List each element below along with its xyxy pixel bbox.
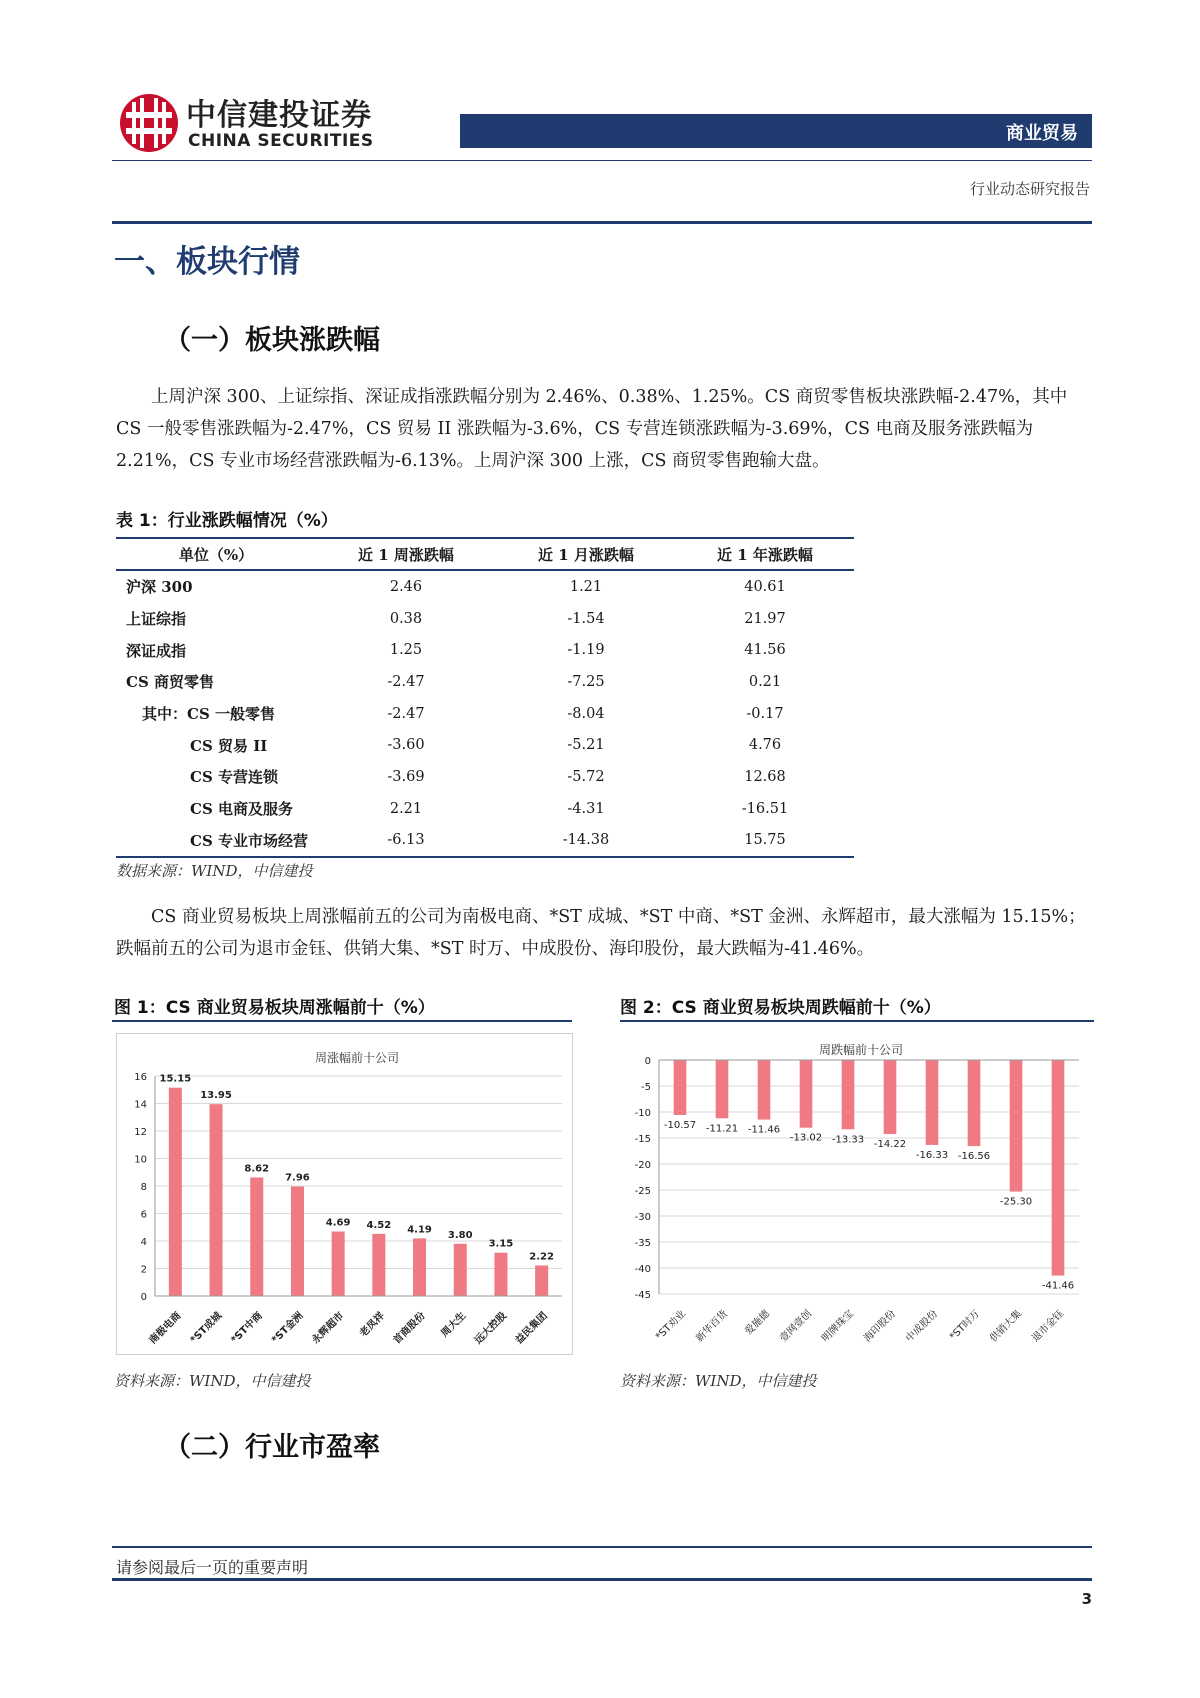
bar	[210, 1104, 223, 1296]
category-label: 益民集团	[513, 1310, 550, 1347]
table-row	[116, 825, 854, 858]
footer-rule-bottom	[112, 1578, 1092, 1581]
figure2-source: 资料来源：WIND，中信建投	[620, 1372, 817, 1390]
cell-week: -3.69	[387, 768, 425, 785]
category-label: 新华百货	[694, 1308, 731, 1345]
table-header: 近 1 周涨跌幅	[316, 538, 496, 570]
chart-title: 周涨幅前十公司	[314, 1051, 400, 1065]
data-label: -25.30	[999, 1196, 1033, 1208]
category-label: 供销大集	[988, 1308, 1025, 1345]
data-label: -11.21	[705, 1123, 739, 1135]
cell-year: 41.56	[744, 642, 786, 659]
y-tick-label: 14	[134, 1099, 147, 1111]
bar	[413, 1238, 426, 1296]
bar	[1052, 1060, 1065, 1276]
table-title: 表 1：行业涨跌幅情况（%）	[116, 511, 338, 531]
bar	[494, 1253, 507, 1296]
figure1-source: 资料来源：WIND，中信建投	[114, 1372, 311, 1390]
cell-month: -7.25	[567, 673, 605, 690]
category-label: 中成股份	[904, 1308, 941, 1345]
section-title: 一、板块行情	[114, 244, 300, 280]
row-label: CS 商贸零售	[126, 673, 214, 692]
figure2-caption: 图 2：CS 商业贸易板块周跌幅前十（%）	[620, 998, 941, 1018]
cell-week: -3.60	[387, 737, 425, 754]
cell-month: -4.31	[567, 800, 605, 817]
cell-month: 1.21	[569, 578, 603, 595]
data-label: -16.33	[915, 1149, 949, 1161]
y-tick-label: 8	[140, 1182, 147, 1193]
table-header: 近 1 年涨跌幅	[676, 538, 854, 570]
data-label: -10.57	[663, 1119, 697, 1131]
table-row	[116, 793, 854, 825]
figure1-rule	[112, 1020, 572, 1022]
bar	[884, 1060, 897, 1134]
y-tick-label: -10	[634, 1108, 651, 1119]
category-label: *ST金洲	[270, 1310, 306, 1346]
category-label: 老凤祥	[357, 1310, 387, 1340]
category-label: 退市金钰	[1030, 1308, 1067, 1345]
cell-year: 40.61	[744, 578, 786, 595]
row-label: 沪深 300	[126, 578, 193, 597]
sector-label: 商业贸易	[1006, 123, 1078, 144]
table-row	[116, 634, 854, 666]
table-row	[116, 729, 854, 761]
data-label: 13.95	[200, 1090, 232, 1102]
y-tick-label: 2	[140, 1264, 147, 1276]
bar	[800, 1060, 813, 1128]
data-label: 4.69	[325, 1217, 351, 1229]
subsection-title-2: （二）行业市盈率	[164, 1432, 380, 1463]
data-label: -16.56	[957, 1151, 991, 1163]
bar	[842, 1060, 855, 1129]
figure1-caption: 图 1：CS 商业贸易板块周涨幅前十（%）	[114, 998, 435, 1018]
table-row	[116, 761, 854, 793]
category-label: 永辉超市	[310, 1310, 347, 1347]
row-label: CS 专营连锁	[190, 768, 278, 787]
bar	[758, 1060, 771, 1120]
data-label: 3.15	[488, 1238, 514, 1250]
bar	[1010, 1060, 1023, 1192]
category-label: *ST中商	[229, 1310, 265, 1346]
gainers-chart-svg	[117, 1034, 572, 1354]
footer-rule-top	[112, 1546, 1092, 1548]
row-label: CS 电商及服务	[190, 800, 293, 819]
y-tick-label: 16	[134, 1072, 147, 1083]
category-label: *ST劝业	[653, 1308, 689, 1343]
bar	[372, 1234, 385, 1296]
bar	[716, 1060, 729, 1118]
cell-month: -5.21	[567, 737, 605, 754]
cell-year: 4.76	[748, 737, 782, 754]
row-label: CS 贸易 II	[190, 736, 268, 755]
cell-year: 12.68	[744, 768, 786, 785]
cell-year: 15.75	[676, 825, 854, 858]
cell-year: 21.97	[744, 610, 786, 627]
table-header: 近 1 月涨跌幅	[496, 538, 676, 570]
y-tick-label: -45	[634, 1290, 651, 1301]
bar	[169, 1088, 182, 1296]
y-tick-label: -15	[634, 1134, 651, 1145]
cell-year: 0.21	[748, 673, 782, 690]
cell-month: -14.38	[496, 825, 676, 858]
table-row	[116, 666, 854, 698]
bar	[535, 1265, 548, 1296]
row-label: 深证成指	[126, 641, 187, 660]
figure1-chart	[116, 1033, 573, 1355]
category-label: 壹网壹创	[778, 1308, 815, 1345]
cell-month: -8.04	[567, 705, 605, 722]
header-rule	[112, 160, 1092, 161]
category-label: 爱施德	[743, 1308, 773, 1338]
logo-text-cn: 中信建投证券	[186, 98, 372, 133]
cell-year: -0.17	[746, 705, 784, 722]
row-label: CS 专业市场经营	[116, 825, 316, 858]
y-tick-label: -30	[634, 1212, 651, 1223]
cell-month: -5.72	[567, 768, 605, 785]
data-label: -14.22	[873, 1138, 907, 1150]
category-label: 明牌珠宝	[820, 1308, 857, 1345]
cell-week: 2.21	[389, 800, 423, 817]
table-row	[116, 698, 854, 730]
category-label: *ST时万	[947, 1308, 983, 1343]
y-tick-label: -25	[634, 1186, 651, 1197]
cell-week: 2.46	[389, 578, 423, 595]
bar	[250, 1177, 263, 1296]
cell-week: 1.25	[389, 642, 423, 659]
y-tick-label: 4	[140, 1237, 147, 1248]
table-header: 单位（%）	[116, 538, 316, 570]
y-tick-label: 12	[134, 1127, 147, 1138]
data-label: 3.80	[447, 1229, 473, 1241]
figure2-rule	[620, 1020, 1094, 1022]
row-label: 其中：CS 一般零售	[142, 705, 275, 724]
data-label: 15.15	[159, 1073, 192, 1085]
paragraph-top-movers: CS 商业贸易板块上周涨幅前五的公司为南极电商、*ST 成城、*ST 中商、*ST 金洲、永辉超市，最大涨幅为 15.15%；跌幅前五的公司为退市金钰、供销大集、*ST 时万、中成股份、海印股份，最大跌幅为-41.46%。	[116, 907, 1086, 959]
sector-banner	[460, 114, 1092, 148]
bar	[968, 1060, 981, 1146]
section-rule	[112, 221, 1092, 224]
logo-text-en: CHINA SECURITIES	[188, 131, 374, 151]
y-tick-label: 0	[140, 1292, 147, 1303]
paragraph-market-overview: 上周沪深 300、上证综指、深证成指涨跌幅分别为 2.46%、0.38%、1.25%。CS 商贸零售板块涨跌幅-2.47%，其中 CS 一般零售涨跌幅为-2.47%，CS 贸易 II 涨跌幅为-3.6%，CS 专营连锁涨跌幅为-3.69%，CS 电商及服务涨跌幅为 2.21%，CS 专业市场经营涨跌幅为-6.13%。上周沪深 300 上涨，CS 商贸零售跑输大盘。	[116, 387, 1068, 471]
category-label: *ST成城	[188, 1310, 225, 1346]
data-label: -13.02	[789, 1132, 823, 1144]
figure2-chart	[620, 1033, 1095, 1355]
data-label: 4.52	[366, 1219, 392, 1231]
category-label: 首商股份	[391, 1310, 428, 1347]
bar	[926, 1060, 939, 1145]
bar	[332, 1232, 345, 1296]
data-label: -41.46	[1041, 1280, 1075, 1292]
footer-disclaimer: 请参阅最后一页的重要声明	[116, 1558, 309, 1577]
cell-month: -1.19	[567, 642, 605, 659]
cell-month: -1.54	[567, 610, 605, 627]
cell-week: -2.47	[387, 673, 425, 690]
data-label: 4.19	[407, 1224, 432, 1236]
cell-week: -2.47	[387, 705, 425, 722]
bar	[674, 1060, 687, 1115]
losers-chart-svg	[621, 1034, 1094, 1354]
report-type: 行业动态研究报告	[969, 180, 1090, 198]
company-logo	[118, 92, 180, 154]
cell-year: -16.51	[741, 800, 789, 817]
cell-week: -6.13	[316, 825, 496, 858]
industry-change-table	[116, 537, 854, 858]
subsection-title-1: （一）板块涨跌幅	[164, 325, 380, 356]
data-label: 8.62	[244, 1163, 270, 1175]
page-number: 3	[1081, 1590, 1092, 1608]
category-label: 周大生	[439, 1310, 469, 1340]
chart-title: 周跌幅前十公司	[818, 1043, 904, 1057]
y-tick-label: -20	[634, 1160, 651, 1171]
y-tick-label: 6	[140, 1209, 147, 1221]
y-tick-label: 10	[134, 1154, 147, 1166]
category-label: 南极电商	[147, 1310, 184, 1347]
data-label: 7.96	[285, 1172, 310, 1184]
table-source: 数据来源：WIND，中信建投	[116, 862, 313, 880]
category-label: 远大控股	[473, 1310, 510, 1347]
y-tick-label: 0	[644, 1056, 651, 1067]
data-label: -13.33	[831, 1134, 865, 1146]
category-label: 海印股份	[862, 1308, 899, 1345]
y-tick-label: -35	[634, 1238, 651, 1249]
y-tick-label: -5	[641, 1082, 651, 1093]
table-row	[116, 570, 854, 603]
table-row	[116, 603, 854, 635]
y-tick-label: -40	[634, 1264, 651, 1275]
bar	[454, 1244, 467, 1296]
data-label: -11.46	[747, 1124, 781, 1136]
bar	[291, 1187, 304, 1296]
cell-week: 0.38	[389, 610, 423, 627]
row-label: 上证综指	[126, 610, 187, 629]
data-label: 2.22	[529, 1251, 554, 1263]
